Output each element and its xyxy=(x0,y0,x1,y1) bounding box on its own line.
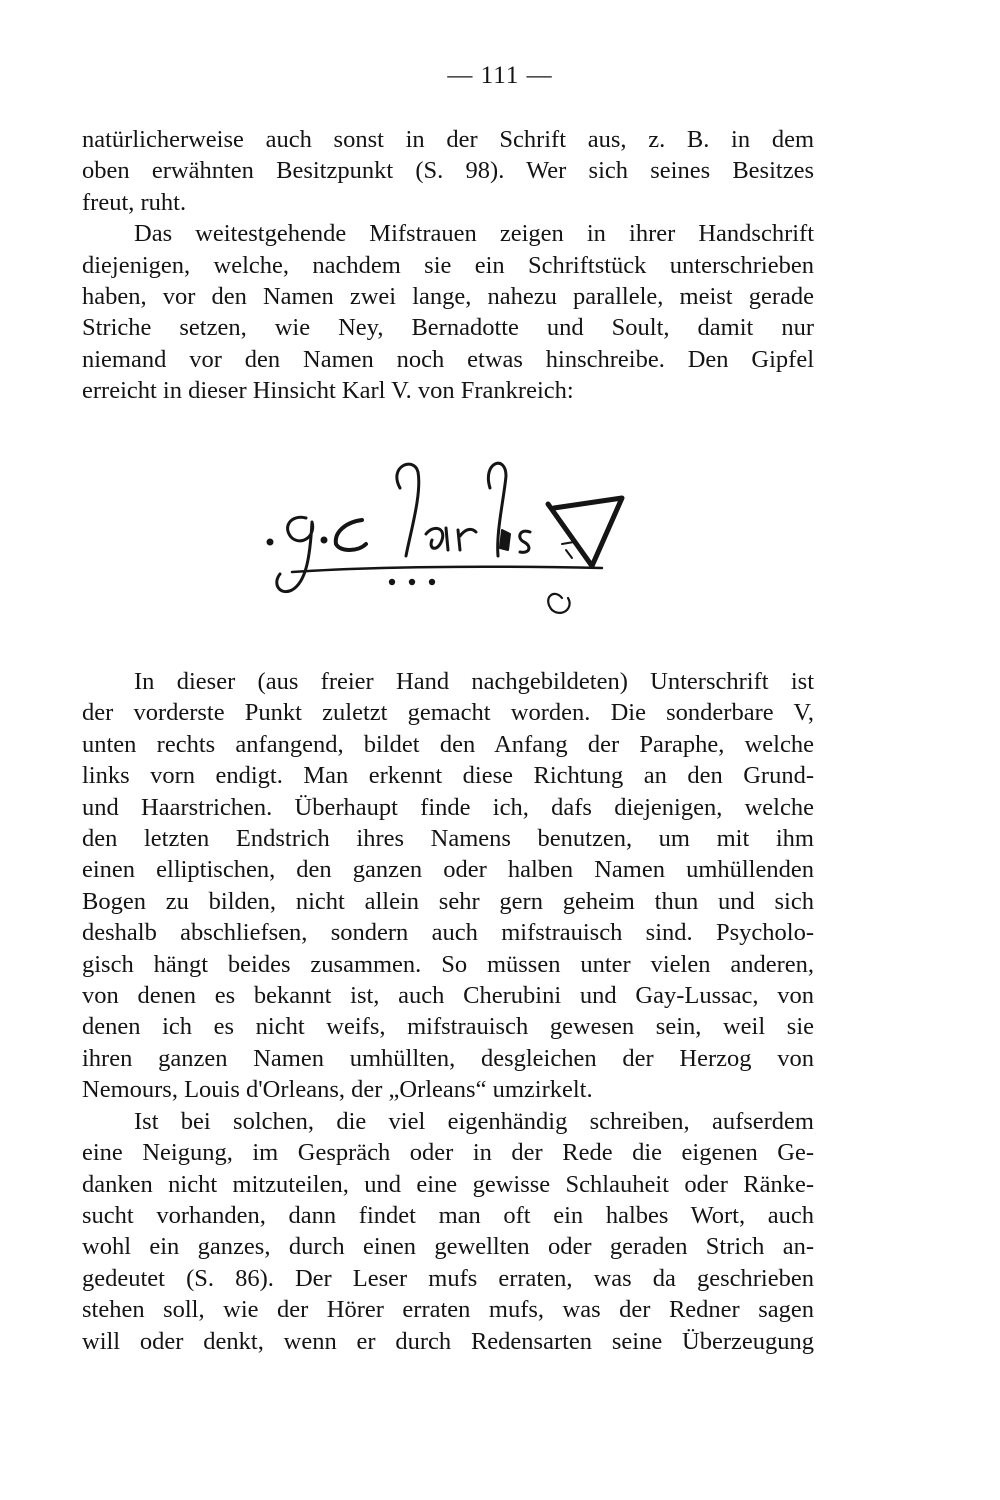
text-line: diejenigen, welche, nachdem sie ein Schriftstück unterschrieben xyxy=(82,251,814,279)
text-line: Ist bei solchen, die viel eigenhändig schreiben, aufserdem xyxy=(134,1107,814,1135)
paragraph xyxy=(82,218,814,406)
text-line: gisch hängt beides zusammen. So müssen unter vielen anderen, xyxy=(82,950,814,978)
text-line: Nemours, Louis d'Orleans, der „Orleans“ umzirkelt. xyxy=(82,1076,593,1104)
charles-v-signature xyxy=(262,448,642,638)
page-number: — 111 — xyxy=(447,62,553,89)
text-line: von denen es bekannt ist, auch Cherubini und Gay-Lussac, von xyxy=(82,982,814,1010)
paragraph xyxy=(82,1106,814,1357)
text-line: stehen soll, wie der Hörer erraten mufs, was der Redner sagen xyxy=(82,1296,814,1324)
text-line: links vorn endigt. Man erkennt diese Richtung an den Grund- xyxy=(82,762,814,790)
text-line: erreicht in dieser Hinsicht Karl V. von Frankreich: xyxy=(82,377,574,405)
text-line: natürlicherweise auch sonst in der Schrift aus, z. B. in dem xyxy=(82,126,814,153)
text-line: danken nicht mitzuteilen, und eine gewisse Schlauheit oder Ränke- xyxy=(82,1170,814,1198)
text-line: der vorderste Punkt zuletzt gemacht worden. Die sonderbare V, xyxy=(82,699,814,727)
text-line: will oder denkt, wenn er durch Redensarten seine Überzeugung xyxy=(82,1327,814,1355)
text-line: gedeutet (S. 86). Der Leser mufs erraten, was da geschrieben xyxy=(82,1264,814,1292)
paragraph xyxy=(82,124,814,218)
text-line: eine Neigung, im Gespräch oder in der Rede die eigenen Ge- xyxy=(82,1139,814,1167)
text-line: unten rechts anfangend, bildet den Anfang der Paraphe, welche xyxy=(82,730,814,758)
text-line: haben, vor den Namen zwei lange, nahezu parallele, meist gerade xyxy=(82,283,814,311)
text-line: einen elliptischen, den ganzen oder halben Namen umhüllenden xyxy=(82,856,814,884)
text-line: oben erwähnten Besitzpunkt (S. 98). Wer sich seines Besitzes xyxy=(82,157,814,185)
text-line: den letzten Endstrich ihres Namens benutzen, um mit ihm xyxy=(82,825,814,853)
paragraph xyxy=(82,666,814,1106)
text-line: In dieser (aus freier Hand nachgebildeten) Unterschrift ist xyxy=(134,668,814,695)
text-line: niemand vor den Namen noch etwas hinschreibe. Den Gipfel xyxy=(82,345,814,373)
text-block-bottom xyxy=(82,666,814,1357)
text-line: sucht vorhanden, dann findet man oft ein halbes Wort, auch xyxy=(82,1201,814,1229)
text-line: deshalb abschliefsen, sondern auch mifstrauisch sind. Psycholo- xyxy=(82,919,814,947)
text-line: und Haarstrichen. Überhaupt finde ich, dafs diejenigen, welche xyxy=(82,793,814,821)
text-line: ihren ganzen Namen umhüllten, desgleichen der Herzog von xyxy=(82,1044,814,1072)
text-line: Das weitestgehende Mifstrauen zeigen in ihrer Handschrift xyxy=(134,220,814,248)
text-line: denen ich es nicht weifs, mifstrauisch gewesen sein, weil sie xyxy=(82,1013,814,1041)
text-line: freut, ruht. xyxy=(82,188,187,216)
text-line: Bogen zu bilden, nicht allein sehr gern geheim thun und sich xyxy=(82,887,814,915)
text-block-top xyxy=(82,124,814,407)
text-line: Striche setzen, wie Ney, Bernadotte und Soult, damit nur xyxy=(82,314,814,342)
text-line: wohl ein ganzes, durch einen gewellten oder geraden Strich an- xyxy=(82,1233,814,1261)
